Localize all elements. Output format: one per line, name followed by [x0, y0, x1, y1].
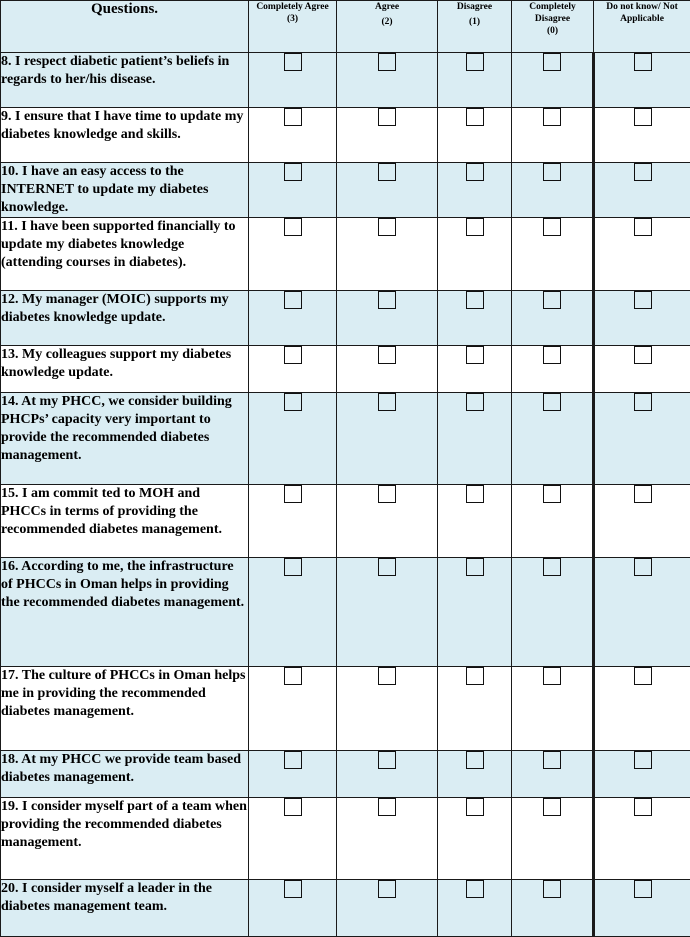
checkbox-completely-agree[interactable] — [284, 346, 302, 364]
answer-cell-completely-agree — [249, 108, 337, 163]
option-header-agree — [337, 1, 438, 53]
checkbox-not-applicable[interactable] — [634, 558, 652, 576]
option-score: (0) — [512, 25, 593, 37]
checkbox-disagree[interactable] — [466, 346, 484, 364]
checkbox-completely-agree[interactable] — [284, 218, 302, 236]
checkbox-completely-agree[interactable] — [284, 485, 302, 503]
checkbox-completely-disagree[interactable] — [543, 880, 561, 898]
checkbox-not-applicable[interactable] — [634, 53, 652, 71]
question-row — [1, 667, 690, 751]
answer-cell-not-applicable — [594, 163, 690, 218]
checkbox-disagree[interactable] — [466, 751, 484, 769]
checkbox-not-applicable[interactable] — [634, 393, 652, 411]
checkbox-disagree[interactable] — [466, 218, 484, 236]
question-text: 15. I am commit ted to MOH and PHCCs in terms of providing the recommended diabetes management. — [1, 485, 249, 558]
checkbox-completely-disagree[interactable] — [543, 346, 561, 364]
option-score: (3) — [249, 13, 336, 25]
checkbox-completely-agree[interactable] — [284, 558, 302, 576]
answer-cell-disagree — [438, 880, 512, 937]
answer-cell-completely-disagree — [512, 163, 594, 218]
answer-cell-not-applicable — [594, 558, 690, 667]
answer-cell-completely-disagree — [512, 291, 594, 346]
answer-cell-completely-disagree — [512, 751, 594, 798]
answer-cell-completely-agree — [249, 667, 337, 751]
option-score: (1) — [438, 16, 511, 28]
option-label: Completely Disagree — [512, 1, 593, 25]
answer-cell-not-applicable — [594, 880, 690, 937]
checkbox-disagree[interactable] — [466, 291, 484, 309]
checkbox-not-applicable[interactable] — [634, 291, 652, 309]
question-row — [1, 393, 690, 485]
option-header-disagree — [438, 1, 512, 53]
checkbox-completely-agree[interactable] — [284, 291, 302, 309]
answer-cell-disagree — [438, 291, 512, 346]
checkbox-completely-agree[interactable] — [284, 751, 302, 769]
answer-cell-completely-disagree — [512, 53, 594, 108]
checkbox-not-applicable[interactable] — [634, 880, 652, 898]
checkbox-completely-disagree[interactable] — [543, 163, 561, 181]
answer-cell-disagree — [438, 485, 512, 558]
question-text: 10. I have an easy access to the INTERNET to update my diabetes knowledge. — [1, 163, 249, 218]
answer-cell-not-applicable — [594, 346, 690, 393]
checkbox-completely-disagree[interactable] — [543, 798, 561, 816]
answer-cell-completely-agree — [249, 163, 337, 218]
question-row — [1, 558, 690, 667]
checkbox-completely-disagree[interactable] — [543, 291, 561, 309]
checkbox-completely-disagree[interactable] — [543, 218, 561, 236]
checkbox-completely-agree[interactable] — [284, 53, 302, 71]
option-label: Disagree — [438, 1, 511, 13]
answer-cell-completely-agree — [249, 393, 337, 485]
checkbox-agree[interactable] — [378, 53, 396, 71]
option-header-completely-disagree — [512, 1, 594, 53]
answer-cell-completely-agree — [249, 880, 337, 937]
answer-cell-disagree — [438, 53, 512, 108]
checkbox-completely-disagree[interactable] — [543, 558, 561, 576]
question-row — [1, 346, 690, 393]
question-text: 13. My colleagues support my diabetes knowledge update. — [1, 346, 249, 393]
checkbox-not-applicable[interactable] — [634, 798, 652, 816]
checkbox-not-applicable[interactable] — [634, 667, 652, 685]
checkbox-agree[interactable] — [378, 291, 396, 309]
checkbox-not-applicable[interactable] — [634, 163, 652, 181]
checkbox-completely-agree[interactable] — [284, 667, 302, 685]
answer-cell-completely-agree — [249, 798, 337, 880]
checkbox-agree[interactable] — [378, 558, 396, 576]
checkbox-agree[interactable] — [378, 751, 396, 769]
answer-cell-completely-disagree — [512, 798, 594, 880]
answer-cell-completely-disagree — [512, 393, 594, 485]
checkbox-disagree[interactable] — [466, 667, 484, 685]
question-row — [1, 751, 690, 798]
answer-cell-completely-agree — [249, 291, 337, 346]
answer-cell-completely-disagree — [512, 218, 594, 291]
question-text: 17. The culture of PHCCs in Oman helps me in providing the recommended diabetes management. — [1, 667, 249, 751]
answer-cell-not-applicable — [594, 667, 690, 751]
checkbox-completely-disagree[interactable] — [543, 751, 561, 769]
question-text: 11. I have been supported financially to update my diabetes knowledge (attending courses in diabetes). — [1, 218, 249, 291]
checkbox-not-applicable[interactable] — [634, 218, 652, 236]
answer-cell-completely-agree — [249, 558, 337, 667]
answer-cell-agree — [337, 880, 438, 937]
option-label: Do not know/ Not Applicable — [594, 1, 690, 25]
checkbox-disagree[interactable] — [466, 108, 484, 126]
checkbox-agree[interactable] — [378, 393, 396, 411]
option-label: Agree — [337, 1, 437, 13]
answer-cell-disagree — [438, 108, 512, 163]
checkbox-agree[interactable] — [378, 798, 396, 816]
answer-cell-agree — [337, 53, 438, 108]
answer-cell-completely-disagree — [512, 108, 594, 163]
header-row — [1, 1, 690, 53]
checkbox-disagree[interactable] — [466, 558, 484, 576]
answer-cell-disagree — [438, 218, 512, 291]
answer-cell-not-applicable — [594, 291, 690, 346]
answer-cell-agree — [337, 163, 438, 218]
answer-cell-completely-disagree — [512, 558, 594, 667]
checkbox-agree[interactable] — [378, 485, 396, 503]
checkbox-completely-agree[interactable] — [284, 108, 302, 126]
answer-cell-completely-disagree — [512, 485, 594, 558]
option-score: (2) — [337, 16, 437, 28]
answer-cell-completely-disagree — [512, 667, 594, 751]
checkbox-disagree[interactable] — [466, 393, 484, 411]
checkbox-completely-agree[interactable] — [284, 798, 302, 816]
question-text: 8. I respect diabetic patient’s beliefs in regards to her/his disease. — [1, 53, 249, 108]
answer-cell-agree — [337, 751, 438, 798]
answer-cell-completely-agree — [249, 751, 337, 798]
answer-cell-not-applicable — [594, 218, 690, 291]
question-row — [1, 880, 690, 937]
answer-cell-disagree — [438, 393, 512, 485]
answer-cell-not-applicable — [594, 485, 690, 558]
answer-cell-not-applicable — [594, 108, 690, 163]
question-row — [1, 53, 690, 108]
question-row — [1, 291, 690, 346]
checkbox-agree[interactable] — [378, 880, 396, 898]
answer-cell-agree — [337, 667, 438, 751]
question-text: 18. At my PHCC we provide team based diabetes management. — [1, 751, 249, 798]
question-row — [1, 218, 690, 291]
checkbox-disagree[interactable] — [466, 53, 484, 71]
question-text: 16. According to me, the infrastructure of PHCCs in Oman helps in providing the recommended diabetes management. — [1, 558, 249, 667]
answer-cell-disagree — [438, 751, 512, 798]
checkbox-completely-agree[interactable] — [284, 393, 302, 411]
checkbox-not-applicable[interactable] — [634, 346, 652, 364]
checkbox-not-applicable[interactable] — [634, 485, 652, 503]
option-header-not-applicable — [594, 1, 690, 53]
answer-cell-completely-agree — [249, 346, 337, 393]
answer-cell-agree — [337, 798, 438, 880]
question-row — [1, 108, 690, 163]
answer-cell-disagree — [438, 558, 512, 667]
checkbox-completely-disagree[interactable] — [543, 667, 561, 685]
checkbox-agree[interactable] — [378, 163, 396, 181]
answer-cell-disagree — [438, 346, 512, 393]
checkbox-completely-disagree[interactable] — [543, 108, 561, 126]
question-row — [1, 798, 690, 880]
checkbox-disagree[interactable] — [466, 798, 484, 816]
checkbox-not-applicable[interactable] — [634, 751, 652, 769]
answer-cell-agree — [337, 558, 438, 667]
checkbox-completely-disagree[interactable] — [543, 393, 561, 411]
checkbox-agree[interactable] — [378, 108, 396, 126]
option-label: Completely Agree — [249, 1, 336, 13]
checkbox-agree[interactable] — [378, 667, 396, 685]
checkbox-completely-agree[interactable] — [284, 880, 302, 898]
question-text: 9. I ensure that I have time to update my diabetes knowledge and skills. — [1, 108, 249, 163]
answer-cell-disagree — [438, 798, 512, 880]
question-text: 20. I consider myself a leader in the diabetes management team. — [1, 880, 249, 937]
checkbox-completely-disagree[interactable] — [543, 53, 561, 71]
survey-body — [1, 53, 690, 937]
checkbox-not-applicable[interactable] — [634, 108, 652, 126]
answer-cell-not-applicable — [594, 393, 690, 485]
answer-cell-agree — [337, 218, 438, 291]
question-row — [1, 485, 690, 558]
option-header-completely-agree — [249, 1, 337, 53]
question-text: 12. My manager (MOIC) supports my diabetes knowledge update. — [1, 291, 249, 346]
answer-cell-not-applicable — [594, 53, 690, 108]
checkbox-disagree[interactable] — [466, 880, 484, 898]
question-row — [1, 163, 690, 218]
question-text: 19. I consider myself part of a team when providing the recommended diabetes management. — [1, 798, 249, 880]
answer-cell-completely-agree — [249, 53, 337, 108]
questions-header: Questions. — [1, 1, 249, 53]
answer-cell-disagree — [438, 163, 512, 218]
checkbox-agree[interactable] — [378, 346, 396, 364]
answer-cell-not-applicable — [594, 751, 690, 798]
checkbox-disagree[interactable] — [466, 163, 484, 181]
answer-cell-not-applicable — [594, 798, 690, 880]
answer-cell-disagree — [438, 667, 512, 751]
answer-cell-completely-agree — [249, 218, 337, 291]
answer-cell-agree — [337, 108, 438, 163]
answer-cell-agree — [337, 346, 438, 393]
question-text: 14. At my PHCC, we consider building PHCPs’ capacity very important to provide the recommended diabetes management. — [1, 393, 249, 485]
checkbox-completely-disagree[interactable] — [543, 485, 561, 503]
checkbox-agree[interactable] — [378, 218, 396, 236]
answer-cell-completely-agree — [249, 485, 337, 558]
answer-cell-agree — [337, 485, 438, 558]
answer-cell-agree — [337, 291, 438, 346]
answer-cell-completely-disagree — [512, 880, 594, 937]
answer-cell-agree — [337, 393, 438, 485]
answer-cell-completely-disagree — [512, 346, 594, 393]
checkbox-disagree[interactable] — [466, 485, 484, 503]
checkbox-completely-agree[interactable] — [284, 163, 302, 181]
